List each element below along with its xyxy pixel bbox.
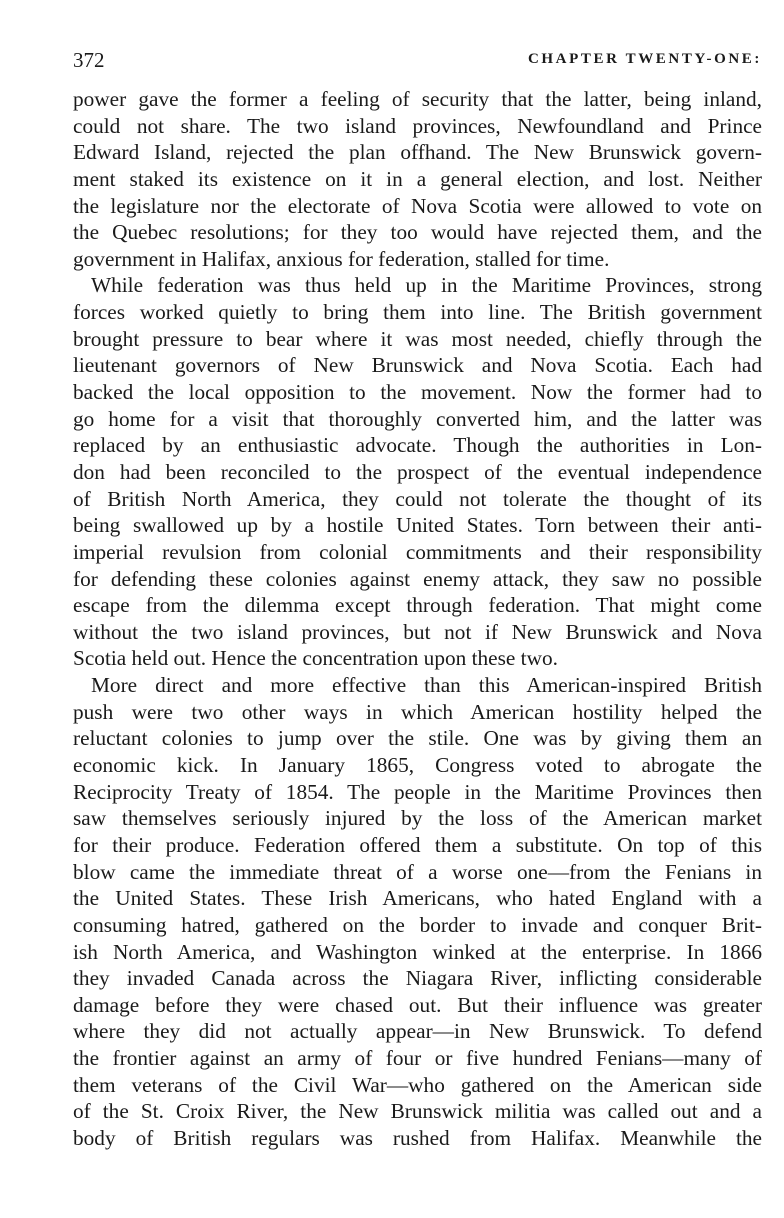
chapter-title: CHAPTER TWENTY-ONE: [527,51,762,67]
text-line: the United States. These Irish Americans, who hated England with a [73,886,762,911]
text-line: the frontier against an army of four or five hundred Fenians—many of [73,1046,762,1071]
text-line: don had been reconciled to the prospect of the eventual independence [73,459,762,484]
paragraph [73,672,762,1152]
text-line: Edward Island, rejected the plan offhand. The New Brunswick govern- [73,140,762,165]
text-line: of the St. Croix River, the New Brunswick militia was called out and a [73,1099,762,1124]
text-line: of British North America, they could not tolerate the thought of its [73,486,762,511]
text-line: body of British regulars was rushed from Halifax. Meanwhile the [73,1125,762,1150]
text-line: reluctant colonies to jump over the stile. One was by giving them an [73,726,762,751]
text-line: brought pressure to bear where it was most needed, chiefly through the [73,326,762,351]
paragraph [73,272,762,672]
text-line: economic kick. In January 1865, Congress voted to abrogate the [73,753,762,778]
text-line: consuming hatred, gathered on the border to invade and conquer Brit- [73,912,762,937]
text-line: blow came the immediate threat of a worse one—from the Fenians in [73,859,762,884]
text-line: ish North America, and Washington winked at the enterprise. In 1866 [73,939,762,964]
text-line: lieutenant governors of New Brunswick and Nova Scotia. Each had [73,353,762,378]
text-line: them veterans of the Civil War—who gathered on the American side [73,1072,762,1097]
running-header [73,48,762,76]
text-line: imperial revulsion from colonial commitments and their responsibility [73,539,762,564]
text-line: they invaded Canada across the Niagara River, inflicting considerable [73,966,762,991]
body-text [73,86,762,1152]
text-line: go home for a visit that thoroughly converted him, and the latter was [73,406,762,431]
text-line: where they did not actually appear—in New Brunswick. To defend [73,1019,762,1044]
page-number: 372 [73,48,105,72]
text-line: could not share. The two island provinces, Newfoundland and Prince [73,113,762,138]
text-line: without the two island provinces, but not if New Brunswick and Nova [73,619,762,644]
text-line: damage before they were chased out. But their influence was greater [73,992,762,1017]
text-line: Scotia held out. Hence the concentration upon these two. [73,646,558,671]
text-line: the legislature nor the electorate of Nova Scotia were allowed to vote on [73,193,762,218]
text-line: for their produce. Federation offered them a substitute. On top of this [73,832,762,857]
text-line: ment staked its existence on it in a general election, and lost. Neither [73,166,762,191]
text-line: power gave the former a feeling of security that the latter, being inland, [73,87,762,111]
text-line: push were two other ways in which American hostility helped the [73,699,762,724]
text-line: replaced by an enthusiastic advocate. Though the authorities in Lon- [73,433,762,458]
text-line: forces worked quietly to bring them into line. The British government [73,300,762,325]
text-line: being swallowed up by a hostile United States. Torn between their anti- [73,513,762,538]
text-line: escape from the dilemma except through federation. That might come [73,593,762,618]
text-line: Reciprocity Treaty of 1854. The people in the Maritime Provinces then [73,779,762,804]
text-line: More direct and more effective than this American-inspired British [91,673,762,698]
text-line: the Quebec resolutions; for they too would have rejected them, and the [73,220,762,245]
text-line: While federation was thus held up in the Maritime Provinces, strong [91,273,762,298]
text-line: backed the local opposition to the movement. Now the former had to [73,380,762,405]
text-line: saw themselves seriously injured by the loss of the American market [73,806,762,831]
paragraph [73,86,762,272]
text-line: for defending these colonies against enemy attack, they saw no possible [73,566,762,591]
text-line: government in Halifax, anxious for federation, stalled for time. [73,246,610,271]
